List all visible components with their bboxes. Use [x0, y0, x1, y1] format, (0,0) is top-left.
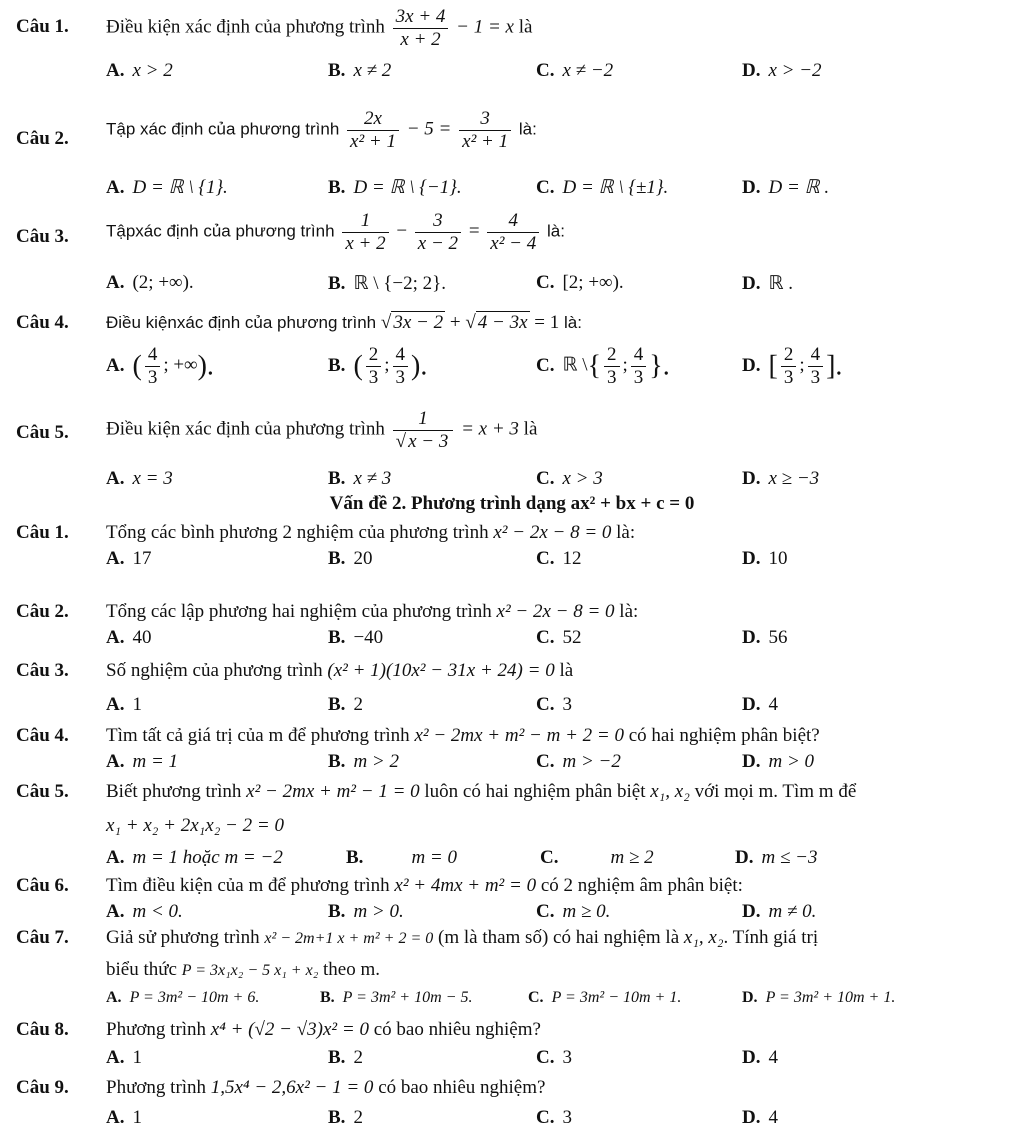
- option-d[interactable]: D. 4: [742, 1047, 778, 1068]
- question-stem: Điều kiện xác định của phương trình $\frac{3x + 4}{x + 2}$ − 1 = x là: [106, 6, 533, 50]
- option-a[interactable]: A. P = 3m² − 10m + 6.: [106, 989, 260, 1006]
- option-b[interactable]: B. m > 0.: [328, 901, 404, 922]
- option-c[interactable]: C. 3: [536, 694, 572, 715]
- option-a[interactable]: A. m < 0.: [106, 901, 183, 922]
- question-3: [0, 210, 1024, 300]
- equation-fraction: $\frac{3x + 4}{x + 2}$: [393, 6, 449, 51]
- option-b[interactable]: B. −40: [328, 627, 384, 648]
- option-b[interactable]: B. ( $\frac{2}{3}$ ; $\frac{4}{3}$ ).: [328, 344, 428, 388]
- option-d[interactable]: D. [ $\frac{2}{3}$ ; $\frac{4}{3}$ ].: [742, 344, 843, 388]
- section-title: Vấn đề 2. Phương trình dạng ax² + bx + c = 0: [329, 493, 695, 514]
- option-a[interactable]: A. m = 1 hoặc m = −2: [106, 847, 283, 868]
- option-c[interactable]: C. m ≥ 2: [540, 847, 654, 868]
- question-1: [0, 4, 1024, 96]
- option-c[interactable]: C. m ≥ 0.: [536, 901, 611, 922]
- question-stem: Tìm điều kiện của m để phương trình x² + 4mx + m² = 0 có 2 nghiệm âm phân biệt:: [106, 875, 743, 896]
- option-d[interactable]: D. m > 0: [742, 751, 815, 772]
- question-number: Câu 4.: [16, 725, 69, 746]
- question-expression: biểu thức P = 3x₁x₂ − 5 x₁ + x₂ theo m.: [106, 959, 381, 980]
- option-c[interactable]: C. [2; +∞).: [536, 272, 624, 293]
- option-d[interactable]: D. P = 3m² + 10m + 1.: [742, 989, 896, 1006]
- option-a[interactable]: A. 1: [106, 1047, 142, 1068]
- question-stem: Tổng các lập phương hai nghiệm của phương trình x² − 2x − 8 = 0 là:: [106, 601, 639, 622]
- option-a[interactable]: A. m = 1: [106, 751, 179, 772]
- question-stem: Phương trình 1,5x⁴ − 2,6x² − 1 = 0 có bao nhiêu nghiệm?: [106, 1077, 546, 1098]
- option-c[interactable]: C. 3: [536, 1047, 572, 1068]
- option-b[interactable]: B. m = 0: [346, 847, 457, 868]
- option-b[interactable]: B. 2: [328, 1047, 363, 1068]
- question-number: Câu 7.: [16, 927, 69, 948]
- question-stem: Điều kiện xác định của phương trình $\frac{1}{√ x - 3}$ = x + 3 là: [106, 408, 538, 452]
- question-stem: Tìm tất cả giá trị của m để phương trình x² − 2mx + m² − m + 2 = 0 có hai nghiệm phân biệt?: [106, 725, 820, 746]
- option-b[interactable]: B. ℝ \ {−2; 2}.: [328, 273, 446, 294]
- option-a[interactable]: A. 1: [106, 694, 142, 715]
- question-stem: Số nghiệm của phương trình (x² + 1)(10x² − 31x + 24) = 0 là: [106, 660, 574, 681]
- option-b[interactable]: B. m > 2: [328, 751, 399, 772]
- option-a[interactable]: A. x > 2: [106, 60, 173, 81]
- option-d[interactable]: D. 4: [742, 694, 778, 715]
- question-stem: Biết phương trình x² − 2mx + m² − 1 = 0 luôn có hai nghiệm phân biệt x₁, x₂ với mọi m. Tìm m để: [106, 781, 857, 802]
- question-number: Câu 2.: [16, 601, 69, 622]
- option-b[interactable]: B. x ≠ 2: [328, 60, 392, 81]
- option-c[interactable]: C. m > −2: [536, 751, 621, 772]
- question-number: Câu 2.: [16, 128, 69, 149]
- question-stem: Giả sử phương trình x² − 2m+1 x + m² + 2 = 0 (m là tham số) có hai nghiệm là x₁, x₂. Tính giá trị: [106, 927, 819, 948]
- option-d[interactable]: D. ℝ .: [742, 273, 794, 294]
- question-2: [0, 108, 1024, 206]
- question-4: [0, 310, 1024, 400]
- question-condition: x₁ + x₂ + 2x₁x₂ − 2 = 0: [106, 815, 284, 836]
- option-a[interactable]: A. 40: [106, 627, 152, 648]
- option-b[interactable]: B. 2: [328, 1107, 363, 1128]
- question-number: Câu 4.: [16, 312, 69, 333]
- option-c[interactable]: C. 3: [536, 1107, 572, 1128]
- option-c[interactable]: C. 52: [536, 627, 582, 648]
- option-a[interactable]: A. (2; +∞).: [106, 272, 194, 293]
- question-number: Câu 1.: [16, 522, 69, 543]
- option-b[interactable]: B. P = 3m² + 10m − 5.: [320, 989, 473, 1006]
- option-c[interactable]: C. x ≠ −2: [536, 60, 614, 81]
- question-number: Câu 3.: [16, 226, 69, 247]
- question-number: Câu 8.: [16, 1019, 69, 1040]
- option-a[interactable]: A. 1: [106, 1107, 142, 1128]
- option-a[interactable]: A. ( $\frac{4}{3}$ ; +∞).: [106, 344, 214, 388]
- question-number: Câu 9.: [16, 1077, 69, 1098]
- question-stem: Tổng các bình phương 2 nghiệm của phương trình x² − 2x − 8 = 0 là:: [106, 522, 636, 543]
- option-d[interactable]: D. D = ℝ .: [742, 177, 830, 198]
- option-d[interactable]: D. 4: [742, 1107, 778, 1128]
- option-a[interactable]: A. 17: [106, 548, 152, 569]
- question-stem: Tậpxác định của phương trình $\frac{1}{x + 2}$ − $\frac{3}{x - 2}$ = $\frac{4}{\text{x² − 4}}$ là:: [106, 210, 565, 254]
- option-d[interactable]: D. m ≠ 0.: [742, 901, 817, 922]
- question-number: Câu 6.: [16, 875, 69, 896]
- option-d[interactable]: D. x ≥ −3: [742, 468, 820, 489]
- option-c[interactable]: C. D = ℝ \ {±1}.: [536, 177, 669, 198]
- option-c[interactable]: C. x > 3: [536, 468, 603, 489]
- option-c[interactable]: C. ℝ \{ $\frac{2}{3}$ ; $\frac{4}{3}$ }.: [536, 344, 670, 388]
- question-number: Câu 5.: [16, 422, 69, 443]
- option-b[interactable]: B. x ≠ 3: [328, 468, 392, 489]
- option-a[interactable]: A. D = ℝ \ {1}.: [106, 177, 228, 198]
- question-stem: Phương trình x⁴ + (√2 − √3)x² = 0 có bao nhiêu nghiệm?: [106, 1019, 541, 1040]
- option-d[interactable]: D. 56: [742, 627, 788, 648]
- option-d[interactable]: D. x > −2: [742, 60, 822, 81]
- question-number: Câu 5.: [16, 781, 69, 802]
- option-d[interactable]: D. 10: [742, 548, 788, 569]
- question-number: Câu 1.: [16, 16, 69, 37]
- option-c[interactable]: C. 12: [536, 548, 582, 569]
- option-b[interactable]: B. D = ℝ \ {−1}.: [328, 177, 462, 198]
- option-d[interactable]: D. m ≤ −3: [735, 847, 818, 868]
- question-stem: Điều kiệnxác định của phương trình √ 3x − 2 + √ 4 − 3x = 1 là:: [106, 312, 582, 333]
- question-stem: Tập xác định của phương trình $\frac{2x}{\text{x² + 1}}$ − 5 = $\frac{3}{\text{x² + 1}}$ là:: [106, 108, 537, 152]
- option-c[interactable]: C. P = 3m² − 10m + 1.: [528, 989, 682, 1006]
- option-b[interactable]: B. 2: [328, 694, 363, 715]
- option-b[interactable]: B. 20: [328, 548, 373, 569]
- question-number: Câu 3.: [16, 660, 69, 681]
- question-5: [0, 408, 1024, 494]
- option-a[interactable]: A. x = 3: [106, 468, 173, 489]
